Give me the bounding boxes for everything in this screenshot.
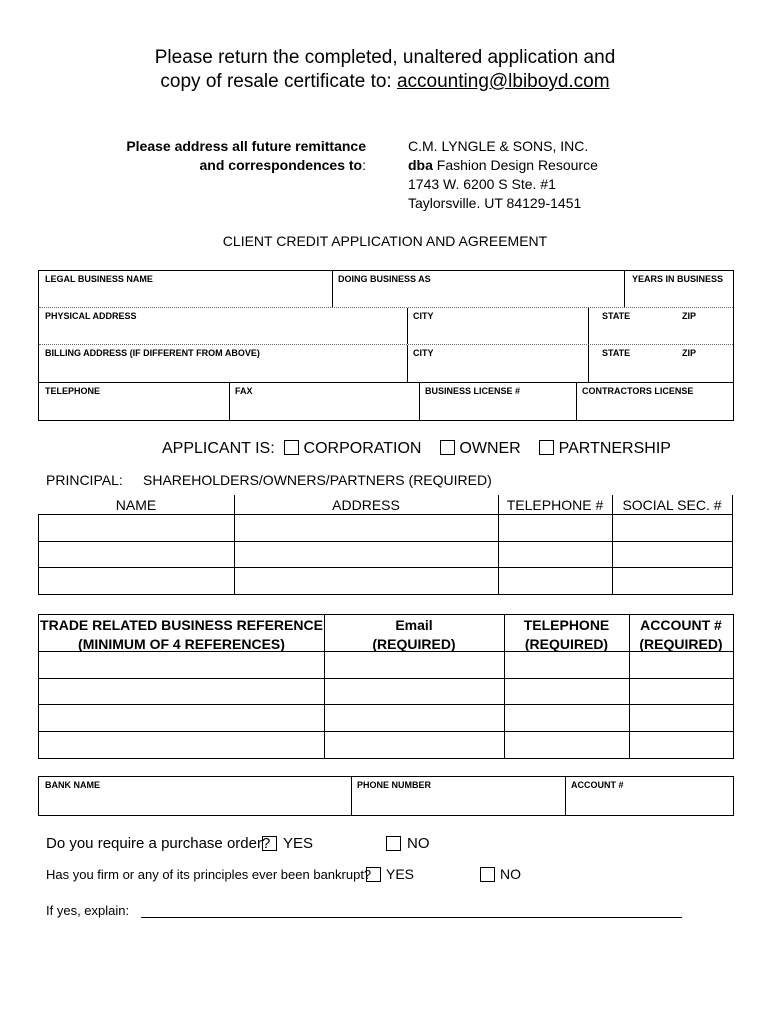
partnership-checkbox[interactable]: [539, 440, 554, 455]
bank-phone-label: PHONE NUMBER: [357, 780, 432, 790]
fax-field[interactable]: [229, 383, 419, 420]
table-row[interactable]: [39, 731, 733, 732]
trade-col-email-line1: Email: [395, 617, 433, 633]
explain-label: If yes, explain:: [46, 903, 130, 918]
bankrupt-yes-checkbox[interactable]: [366, 867, 381, 882]
corporation-label: CORPORATION: [303, 440, 422, 457]
table-row[interactable]: [38, 541, 732, 542]
po-yes-checkbox[interactable]: [262, 836, 277, 851]
legal-business-name-field[interactable]: [39, 271, 332, 307]
principal-table: [38, 495, 733, 595]
trade-col-account-line1: ACCOUNT #: [640, 617, 722, 633]
po-yes-label: YES: [283, 835, 314, 852]
business-license-field[interactable]: [419, 383, 576, 420]
state-field-1[interactable]: [588, 308, 649, 344]
trade-col-email: [324, 616, 504, 654]
business-license-label: BUSINESS LICENSE #: [425, 386, 521, 396]
table-row[interactable]: [39, 704, 733, 705]
dba-field[interactable]: [332, 271, 624, 307]
years-in-business-field[interactable]: [627, 271, 733, 307]
fax-label: FAX: [235, 386, 253, 396]
physical-address-label: PHYSICAL ADDRESS: [45, 311, 137, 321]
bankrupt-yes-label: YES: [386, 866, 415, 882]
trade-col-telephone-line1: TELEPHONE: [523, 617, 610, 633]
city-field-1[interactable]: [407, 308, 588, 344]
col-telephone: TELEPHONE #: [506, 497, 604, 513]
telephone-label: TELEPHONE: [45, 386, 101, 396]
principal-sublabel: SHAREHOLDERS/OWNERS/PARTNERS (REQUIRED): [143, 472, 492, 488]
trade-col-account: [629, 616, 733, 654]
years-in-business-label: YEARS IN BUSINESS: [632, 274, 724, 284]
corporation-checkbox[interactable]: [284, 440, 299, 455]
dba-field-label: DOING BUSINESS AS: [338, 274, 431, 284]
purchase-order-question: Do you require a purchase order?: [46, 835, 271, 852]
instruction-line-2: [0, 71, 770, 93]
contractors-license-field[interactable]: [576, 383, 733, 420]
remit-address-2: Taylorsville. UT 84129-1451: [408, 195, 582, 211]
trade-col-reference-line1: TRADE RELATED BUSINESS REFERENCE: [40, 617, 323, 633]
bank-info-box: [38, 776, 734, 816]
physical-address-field[interactable]: [39, 308, 407, 344]
remit-dba: [408, 156, 598, 175]
principal-label: PRINCIPAL:: [46, 472, 123, 488]
dba-label: dba: [408, 157, 433, 173]
po-no-label: NO: [407, 835, 430, 852]
city-label-2: CITY: [413, 348, 434, 358]
trade-col-telephone: [504, 616, 629, 654]
instruction-prefix: copy of resale certificate to:: [160, 71, 397, 92]
bankrupt-no-label: NO: [500, 866, 521, 882]
bank-account-label: ACCOUNT #: [571, 780, 624, 790]
form-title: CLIENT CREDIT APPLICATION AND AGREEMENT: [222, 233, 548, 249]
trade-reference-table: [38, 614, 734, 759]
owner-label: OWNER: [459, 440, 521, 457]
bank-phone-field[interactable]: [351, 777, 565, 815]
explain-input-line[interactable]: [141, 917, 682, 918]
owner-checkbox[interactable]: [440, 440, 455, 455]
applicant-label: APPLICANT IS:: [162, 440, 275, 457]
zip-label-1: ZIP: [682, 311, 697, 321]
email-link[interactable]: accounting@lbiboyd.com: [396, 71, 610, 92]
remit-label-2-text: and correspondences to: [199, 157, 363, 173]
telephone-field[interactable]: [39, 383, 229, 420]
col-ssn: SOCIAL SEC. #: [622, 497, 722, 513]
instruction-line-1: Please return the completed, unaltered application and: [154, 47, 616, 68]
table-row[interactable]: [38, 567, 732, 568]
trade-col-email-line2: (REQUIRED): [372, 636, 456, 652]
remit-label-1: Please address all future remittance: [126, 138, 366, 154]
bank-name-label: BANK NAME: [45, 780, 100, 790]
remit-address-1: 1743 W. 6200 S Ste. #1: [408, 176, 556, 192]
billing-address-label: BILLING ADDRESS (IF DIFFERENT FROM ABOVE): [45, 348, 260, 358]
zip-label-2: ZIP: [682, 348, 697, 358]
state-field-2[interactable]: [588, 345, 649, 382]
bankrupt-question: Has you firm or any of its principles ever been bankrupt?: [46, 867, 372, 882]
partnership-label: PARTNERSHIP: [558, 440, 671, 457]
legal-business-name-label: LEGAL BUSINESS NAME: [45, 274, 153, 284]
city-field-2[interactable]: [407, 345, 588, 382]
bank-name-field[interactable]: [39, 777, 351, 815]
bankrupt-no-checkbox[interactable]: [480, 867, 495, 882]
applicant-type-row: [162, 440, 671, 458]
zip-field-2[interactable]: [649, 345, 733, 382]
trade-col-reference-line2: (MINIMUM OF 4 REFERENCES): [78, 636, 285, 652]
col-name: NAME: [115, 497, 157, 513]
billing-address-field[interactable]: [39, 345, 407, 382]
business-info-box: [38, 270, 734, 421]
remit-label-2: [0, 156, 366, 175]
remit-company: C.M. LYNGLE & SONS, INC.: [408, 138, 589, 154]
city-label-1: CITY: [413, 311, 434, 321]
contractors-license-label: CONTRACTORS LICENSE: [582, 386, 694, 396]
trade-col-telephone-line2: (REQUIRED): [524, 636, 609, 652]
state-label-1: STATE: [602, 311, 631, 321]
dba-name: Fashion Design Resource: [432, 157, 598, 173]
bank-account-field[interactable]: [565, 777, 733, 815]
po-no-checkbox[interactable]: [386, 836, 401, 851]
trade-col-reference: [39, 616, 324, 654]
trade-col-account-line2: (REQUIRED): [639, 636, 723, 652]
col-address: ADDRESS: [332, 497, 400, 513]
remit-label-colon: :: [362, 157, 366, 173]
zip-field-1[interactable]: [649, 308, 733, 344]
table-row[interactable]: [39, 678, 733, 679]
state-label-2: STATE: [602, 348, 631, 358]
